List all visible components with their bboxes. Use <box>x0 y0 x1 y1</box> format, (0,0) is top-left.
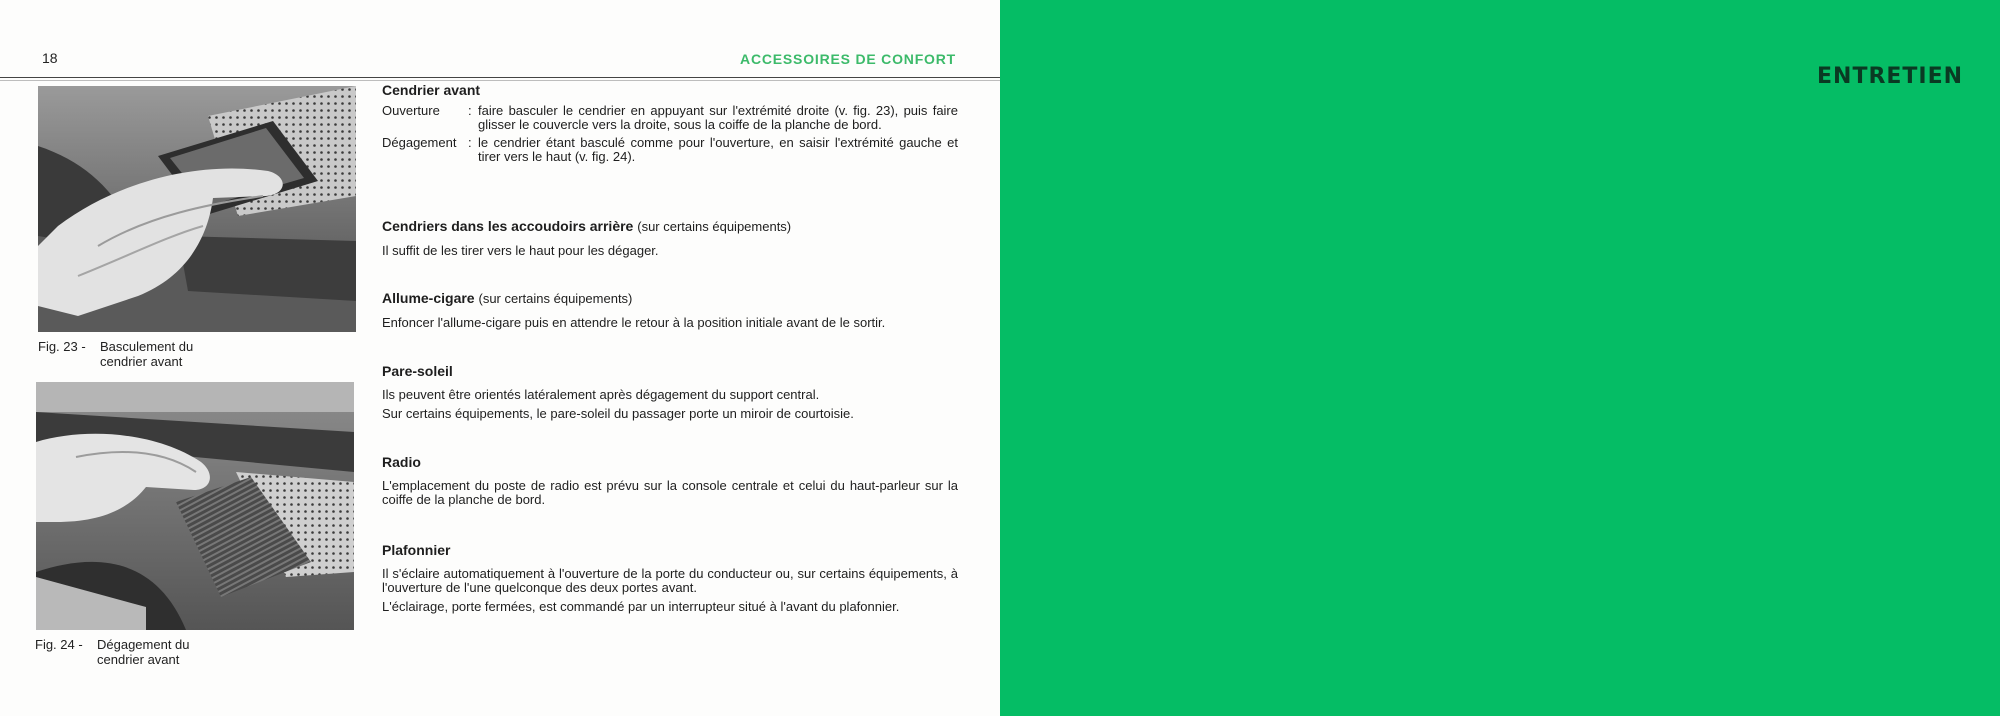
text-radio: L'emplacement du poste de radio est prévu sur la console centrale et celui du haut-parleur sur la coiffe de la planche de bord. <box>382 478 958 507</box>
heading-cendriers-accoudoirs-title: Cendriers dans les accoudoirs arrière <box>382 218 634 234</box>
figure-24-caption-line1: Dégagement du <box>97 637 190 652</box>
heading-radio: Radio <box>382 454 421 470</box>
figure-23-number: Fig. 23 - <box>38 339 86 354</box>
section-header: ACCESSOIRES DE CONFORT <box>740 51 956 67</box>
separator-colon: : <box>468 135 472 150</box>
separator-colon: : <box>468 103 472 118</box>
text-cendriers-accoudoirs: Il suffit de les tirer vers le haut pour les dégager. <box>382 243 659 258</box>
figure-24-caption <box>35 637 190 667</box>
term-degagement: Dégagement <box>382 135 457 150</box>
section-radio <box>382 455 958 507</box>
heading-cendriers-accoudoirs <box>382 219 958 234</box>
header-rule <box>0 77 1000 78</box>
def-ouverture <box>382 104 958 132</box>
heading-allume-cigare <box>382 291 958 306</box>
heading-plafonnier: Plafonnier <box>382 542 451 558</box>
def-degagement <box>382 136 958 164</box>
heading-cendriers-accoudoirs-note: (sur certains équipements) <box>637 219 792 234</box>
heading-cendrier-avant: Cendrier avant <box>382 82 481 98</box>
header-rule-secondary <box>0 80 1000 81</box>
heading-allume-cigare-note: (sur certains équipements) <box>478 291 633 306</box>
section-pare-soleil <box>382 364 958 421</box>
figure-24-number: Fig. 24 - <box>35 637 83 652</box>
chapter-title: ENTRETIEN <box>1817 64 1964 89</box>
text-pare-soleil-1: Ils peuvent être orientés latéralement après dégagement du support central. <box>382 387 820 402</box>
right-page <box>1000 0 2000 716</box>
figure-23-illustration <box>38 86 356 332</box>
figure-23-photo <box>38 86 356 332</box>
figure-23-caption-line1: Basculement du <box>100 339 194 354</box>
term-ouverture: Ouverture <box>382 103 440 118</box>
text-plafonnier-2: L'éclairage, porte fermées, est commandé par un interrupteur situé à l'avant du plafonnier. <box>382 599 900 614</box>
text-degagement: le cendrier étant basculé comme pour l'ouverture, en saisir l'extrémité gauche et tirer vers le haut (v. fig. 24). <box>478 135 958 164</box>
heading-pare-soleil: Pare-soleil <box>382 363 453 379</box>
figure-23-caption-line2: cendrier avant <box>100 354 183 369</box>
text-plafonnier-1: Il s'éclaire automatiquement à l'ouverture de la porte du conducteur ou, sur certains équipements, à l'ouverture de l'une quelconque des deux portes avant. <box>382 566 958 595</box>
section-cendriers-accoudoirs <box>382 219 958 258</box>
section-allume-cigare <box>382 291 958 330</box>
text-ouverture: faire basculer le cendrier en appuyant sur l'extrémité droite (v. fig. 23), puis faire glisser le couvercle vers la droite, sous la coiffe de la planche de bord. <box>478 103 958 132</box>
section-plafonnier <box>382 543 958 614</box>
figure-24-caption-line2: cendrier avant <box>97 652 180 667</box>
page-number: 18 <box>42 50 58 66</box>
figure-24-photo <box>36 382 354 630</box>
figure-23-caption <box>38 339 193 369</box>
heading-allume-cigare-title: Allume-cigare <box>382 290 475 306</box>
text-allume-cigare: Enfoncer l'allume-cigare puis en attendre le retour à la position initiale avant de le sortir. <box>382 315 886 330</box>
section-cendrier-avant <box>382 83 958 164</box>
figure-24-illustration <box>36 382 354 630</box>
text-pare-soleil-2: Sur certains équipements, le pare-soleil du passager porte un miroir de courtoisie. <box>382 406 854 421</box>
